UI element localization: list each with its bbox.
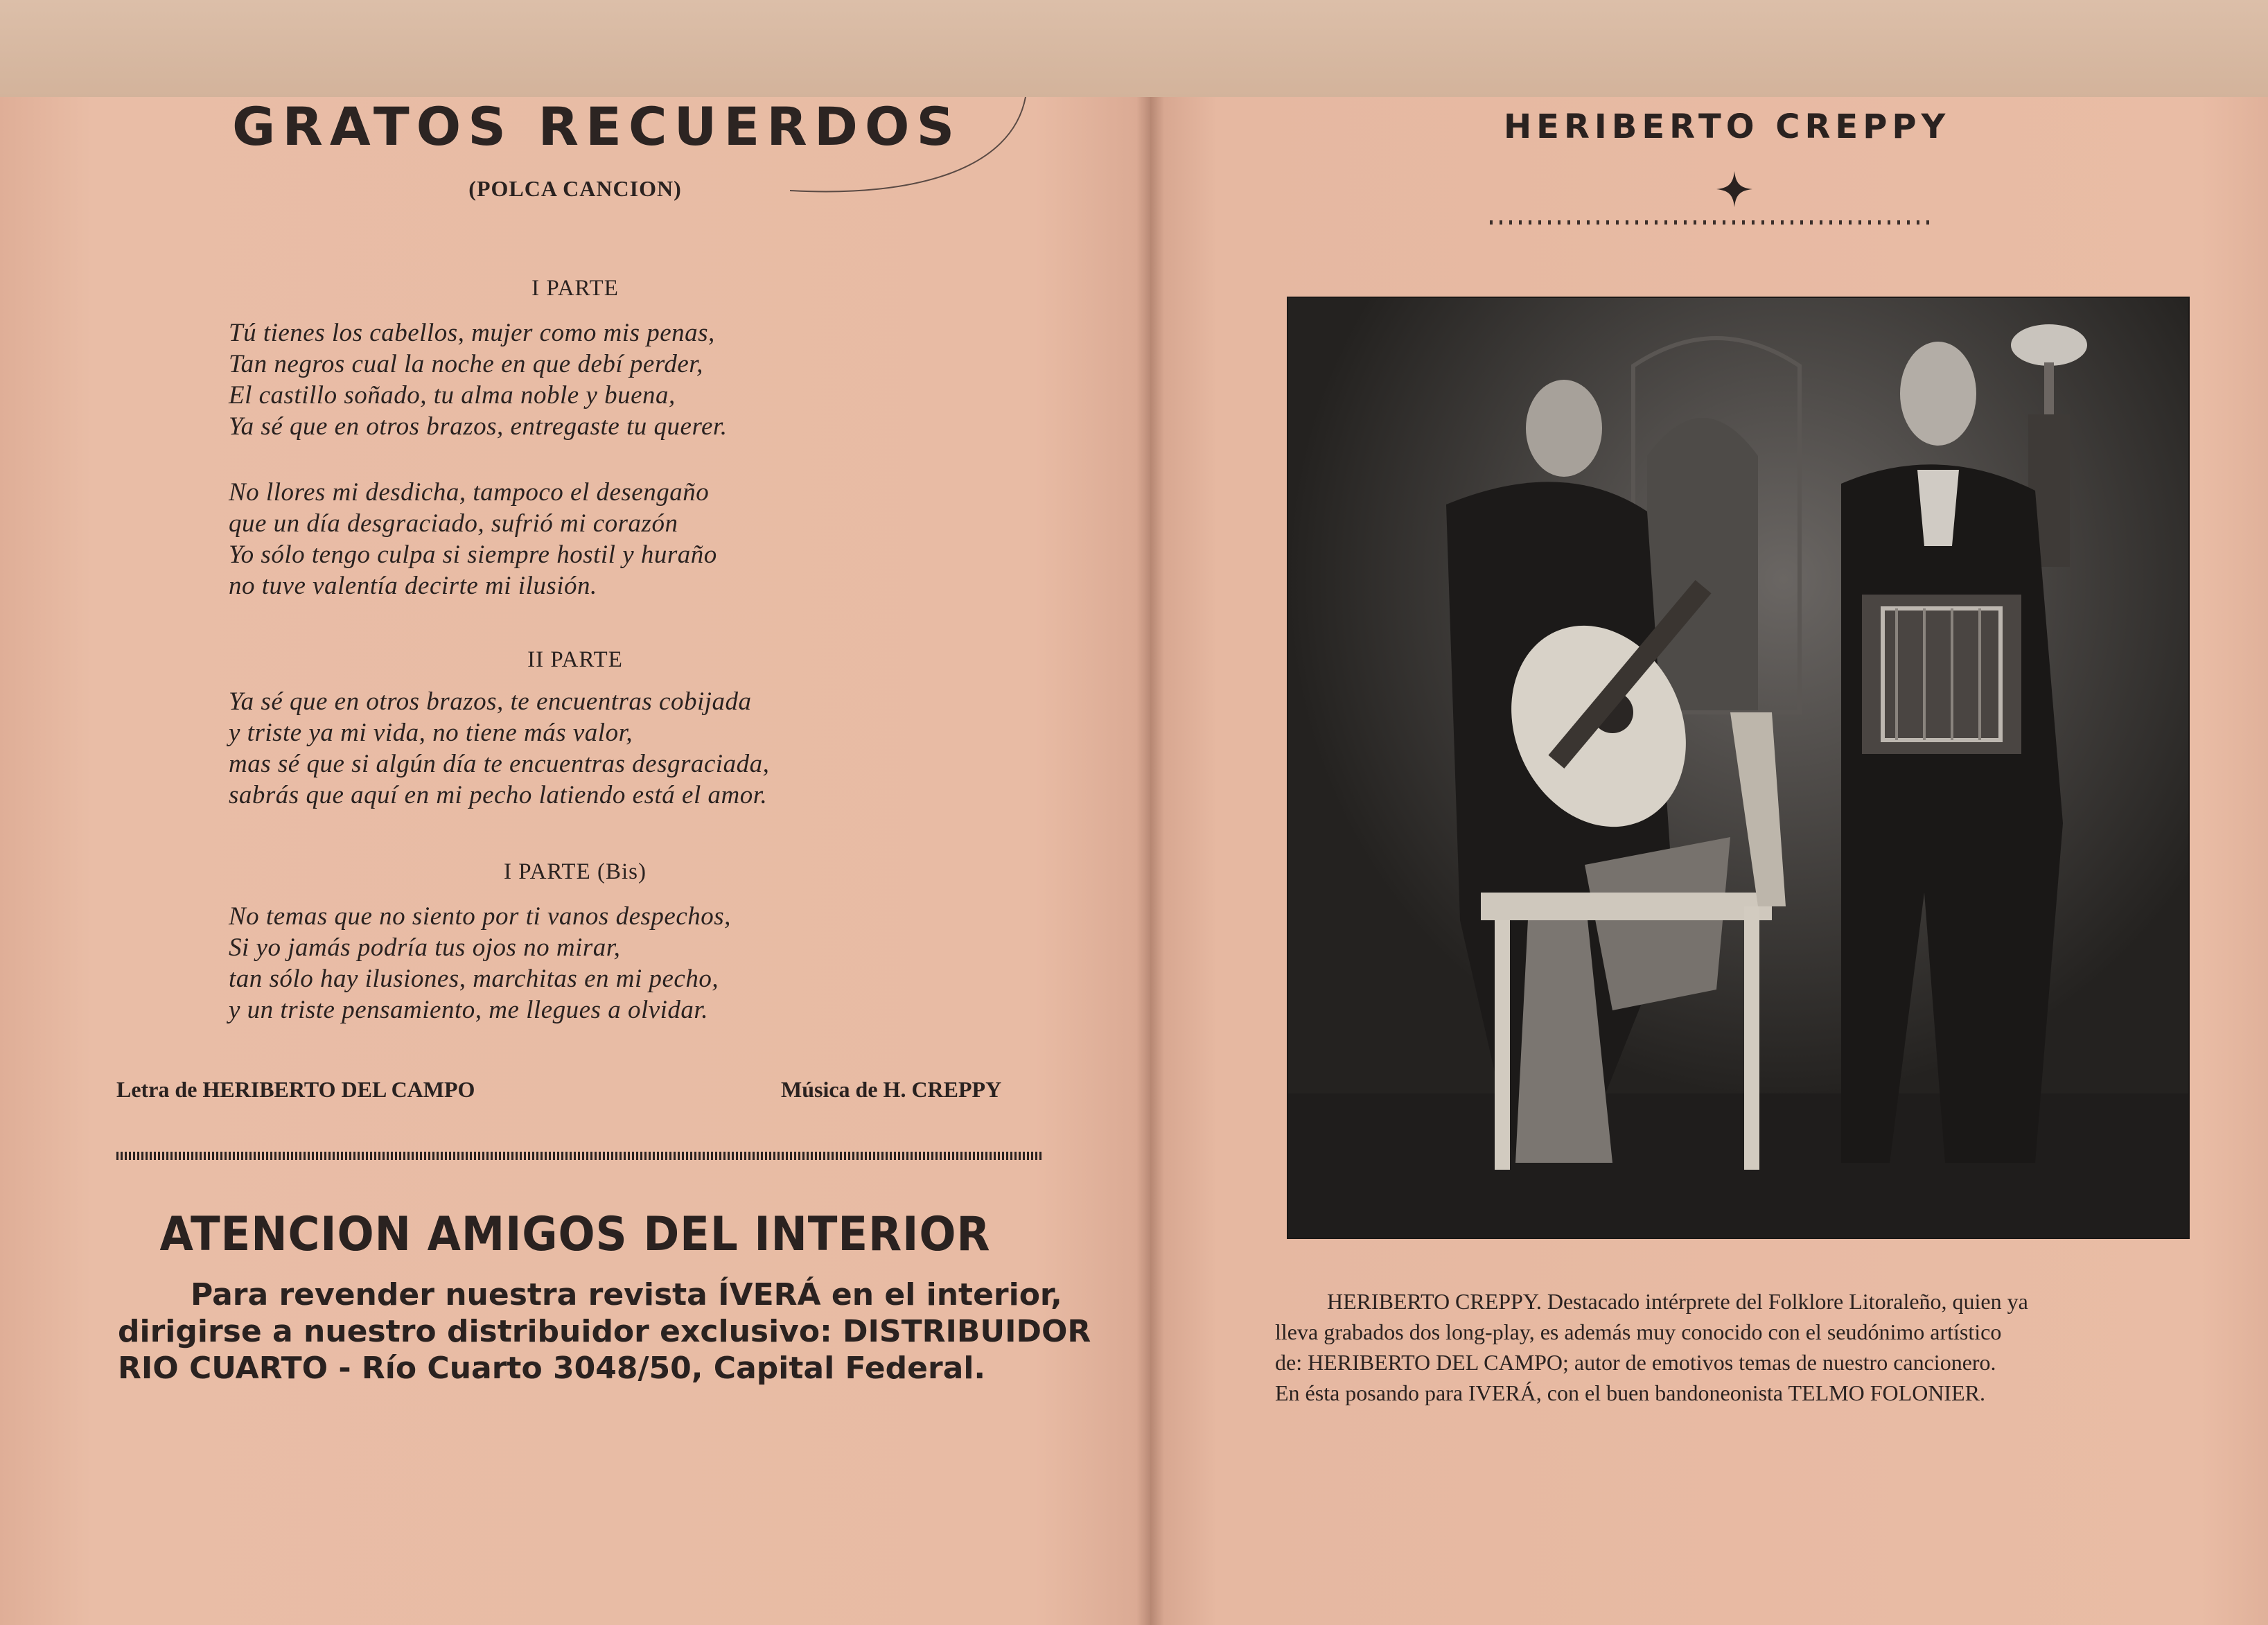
artist-title: HERIBERTO CREPPY	[1504, 107, 1951, 146]
stanza-3	[229, 686, 769, 811]
lyric-line: tan sólo hay ilusiones, marchitas en mi pecho,	[229, 965, 719, 993]
section-label-2: II PARTE	[527, 647, 623, 672]
lyric-line: Tan negros cual la noche en que debí perder,	[229, 350, 703, 378]
stanza-1	[229, 317, 727, 442]
lyric-line: Tú tienes los cabellos, mujer como mis penas,	[229, 319, 715, 347]
notice-heading: ATENCION AMIGOS DEL INTERIOR	[159, 1207, 991, 1262]
song-title: GRATOS RECUERDOS	[232, 96, 962, 157]
lyric-line: no tuve valentía decirte mi ilusión.	[229, 572, 597, 600]
notice-body	[118, 1276, 1091, 1387]
lyric-line: sabrás que aquí en mi pecho latiendo está el amor.	[229, 781, 768, 809]
caption-line: En ésta posando para IVERÁ, con el buen bandoneonista TELMO FOLONIER.	[1275, 1380, 1985, 1405]
lyric-line: Ya sé que en otros brazos, entregaste tu querer.	[229, 412, 728, 441]
song-subtitle: (POLCA CANCION)	[468, 176, 682, 201]
stanza-2	[229, 477, 717, 601]
caption-line: de: HERIBERTO DEL CAMPO; autor de emotivos temas de nuestro cancionero.	[1275, 1350, 1996, 1375]
two-musicians-photo	[1287, 297, 2190, 1239]
notice-line: dirigirse a nuestro distribuidor exclusivo: DISTRIBUIDOR	[118, 1314, 1091, 1349]
lyric-line: Yo sólo tengo culpa si siempre hostil y huraño	[229, 541, 717, 569]
four-point-star-icon	[1715, 170, 1754, 209]
lyric-line: Si yo jamás podría tus ojos no mirar,	[229, 933, 621, 962]
lyric-line: mas sé que si algún día te encuentras desgraciada,	[229, 750, 770, 778]
music-credit: Música de H. CREPPY	[781, 1077, 1002, 1102]
notice-line: Para revender nuestra revista ÍVERÁ en el interior,	[191, 1277, 1062, 1312]
section-label-3: I PARTE (Bis)	[504, 859, 647, 884]
photo-caption	[1275, 1286, 2200, 1408]
section-label-1: I PARTE	[531, 276, 619, 301]
lyric-line: No llores mi desdicha, tampoco el desengaño	[229, 478, 710, 507]
lyric-line: que un día desgraciado, sufrió mi corazón	[229, 509, 678, 538]
lyric-line: El castillo soñado, tu alma noble y buena,	[229, 381, 676, 410]
notice-line: RIO CUARTO - Río Cuarto 3048/50, Capital Federal.	[118, 1351, 986, 1386]
photo-illustration	[1287, 297, 2190, 1239]
divider-rule	[116, 1152, 1041, 1160]
lyrics-credit: Letra de HERIBERTO DEL CAMPO	[116, 1077, 475, 1102]
dotted-rule	[1490, 220, 1933, 225]
lyric-line: No temas que no siento por ti vanos despechos,	[229, 902, 731, 931]
caption-line: lleva grabados dos long-play, es además muy conocido con el seudónimo artístico	[1275, 1319, 2002, 1344]
lyric-line: y un triste pensamiento, me llegues a olvidar.	[229, 996, 708, 1024]
lyric-line: Ya sé que en otros brazos, te encuentras cobijada	[229, 687, 752, 716]
lyric-line: y triste ya mi vida, no tiene más valor,	[229, 719, 633, 747]
background-strip	[0, 0, 2268, 97]
stanza-4	[229, 901, 731, 1026]
caption-line: HERIBERTO CREPPY. Destacado intérprete del Folklore Litoraleño, quien ya	[1327, 1289, 2028, 1314]
